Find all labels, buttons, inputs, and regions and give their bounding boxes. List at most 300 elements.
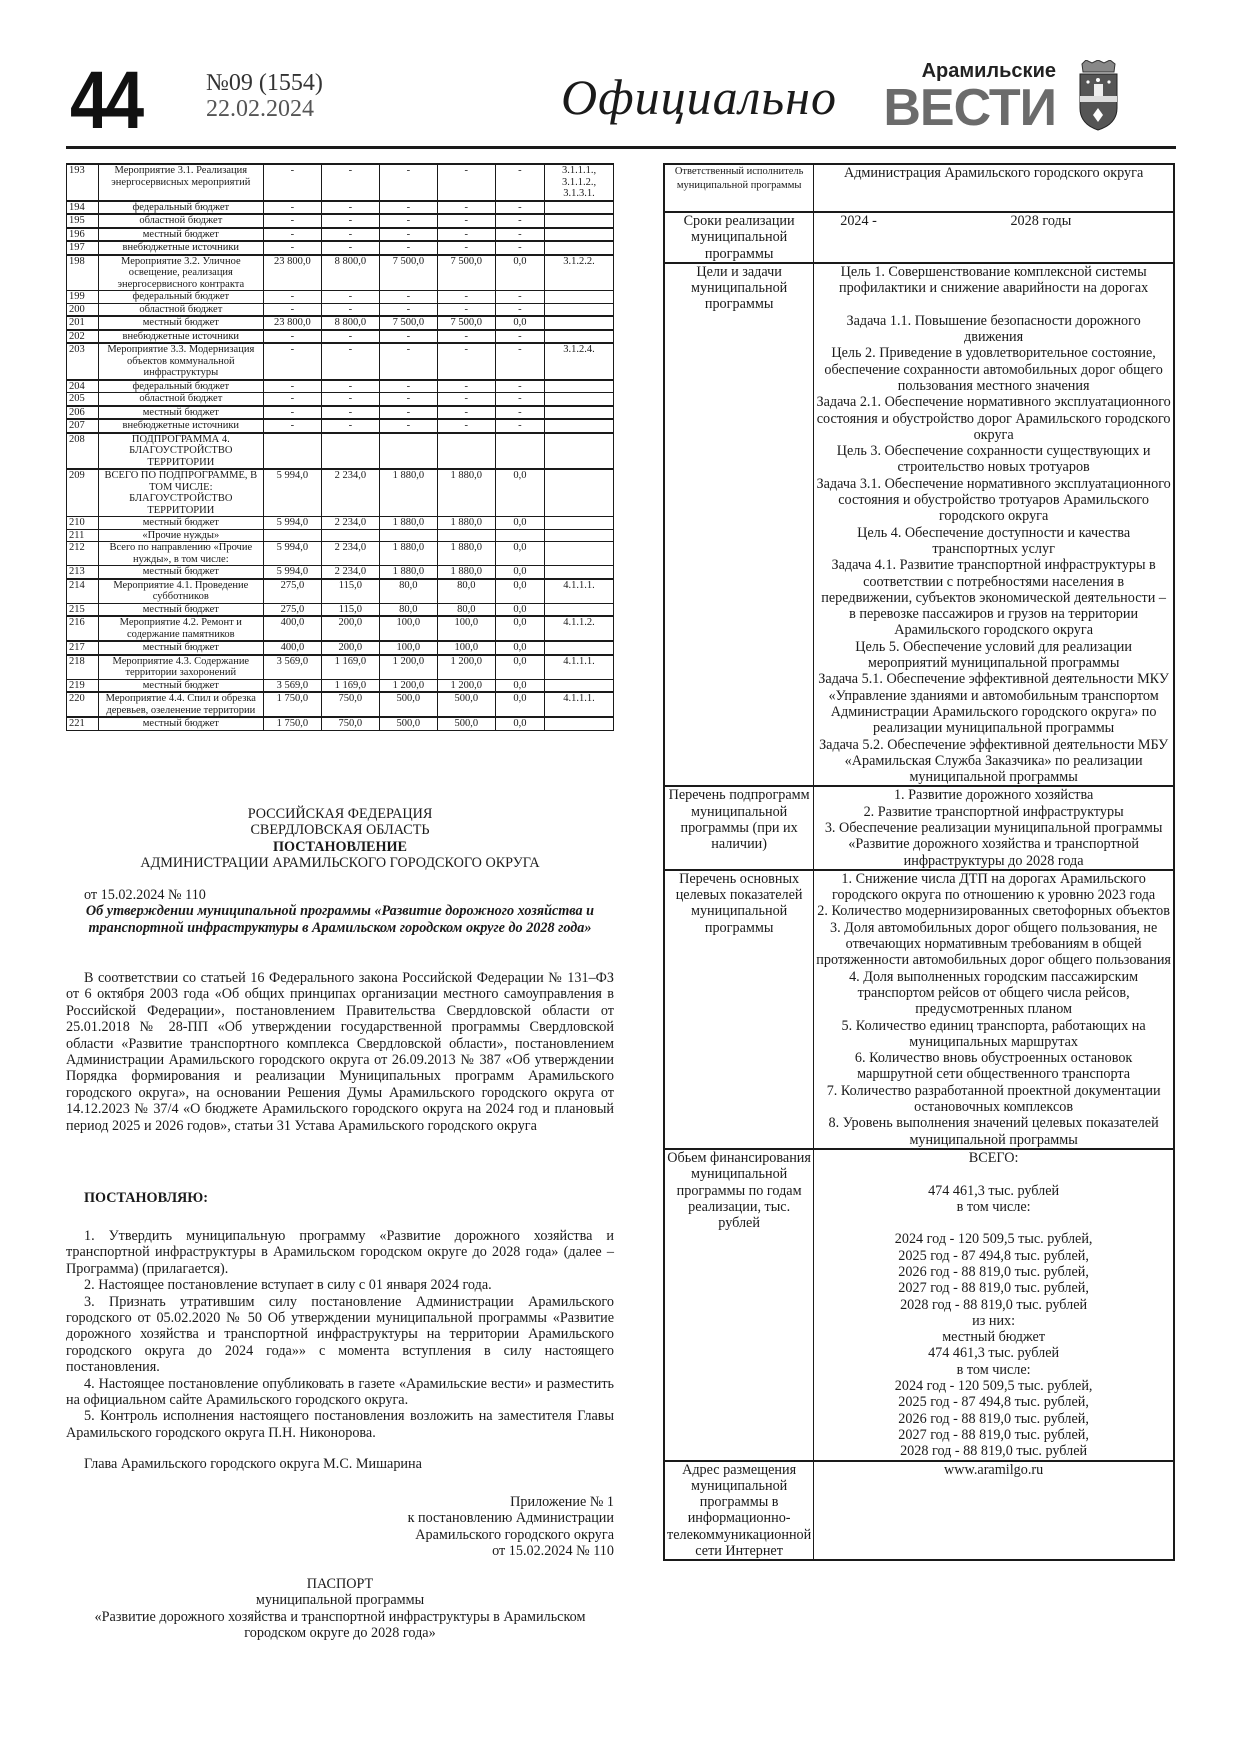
row-value: - [263,406,321,420]
program-passport-table [663,163,1175,1561]
row-number: 195 [67,214,99,228]
row-number: 220 [67,692,99,717]
row-value: 1 880,0 [379,566,437,579]
row-value [437,529,495,542]
row-value: 5 994,0 [263,542,321,566]
row-value: 80,0 [437,579,495,604]
row-code [545,641,614,655]
table-row [67,164,614,201]
row-name: «Прочие нужды» [98,529,263,542]
row-name: федеральный бюджет [98,201,263,215]
row-code [545,380,614,393]
row-number: 216 [67,616,99,641]
row-value: 1 200,0 [379,655,437,680]
row-number: 214 [67,579,99,604]
row-value: 5 994,0 [263,469,321,517]
row-number: 199 [67,291,99,304]
indicator-item: 1. Снижение числа ДТП на дорогах Арамильского городского округа по отношению к уровню 2023 года [832,870,1156,904]
goal-item: Задача 1.1. Повышение безопасности дорожного движения [846,312,1141,346]
row-value: - [437,330,495,344]
row-value: 23 800,0 [263,316,321,330]
row-value: - [321,303,379,316]
passport-value [814,786,1174,869]
row-value: - [437,241,495,255]
coat-of-arms-icon [1076,60,1121,132]
indicator-item: 2. Количество модернизированных светофорных объектов [817,903,1170,920]
goal-item: Цель 3. Обеспечение сохранности существующих и строительство новых тротуаров [836,443,1151,476]
row-name: федеральный бюджет [98,291,263,304]
row-number: 205 [67,393,99,406]
website-link[interactable]: www.aramilgo.ru [814,1461,1174,1561]
row-number: 210 [67,517,99,530]
appendix-note: Приложение № 1 к постановлению Администрации Арамильского городского округа от 15.02.2024 № 110 [407,1494,614,1560]
row-value [263,433,321,470]
row-value: 0,0 [495,655,544,680]
row-value: 1 169,0 [321,679,379,692]
issue-info [206,70,323,122]
row-value: 400,0 [263,641,321,655]
row-value: - [495,393,544,406]
row-value: - [437,406,495,420]
row-value: - [437,291,495,304]
row-value: 0,0 [495,316,544,330]
goal-item: Задача 5.1. Обеспечение эффективной деятельности МКУ «Управление зданиями и автомобильным транспортом Администрации Арамильского городского округа» по реализации муниципальной программы [818,671,1169,737]
terms-from: 2024 - [840,213,877,229]
row-code: 3.1.1.1., 3.1.1.2., 3.1.3.1. [545,164,614,201]
row-value [379,529,437,542]
decree-item: 4. Настоящее постановление опубликовать в газете «Арамильские вести» и разместить на официальном сайте Арамильского городского округа. [66,1375,614,1409]
heading-region: СВЕРДЛОВСКАЯ ОБЛАСТЬ [250,822,430,839]
row-name: Мероприятие 3.1. Реализация энергосервисных мероприятий [98,164,263,201]
row-value: - [379,241,437,255]
row-value: - [321,164,379,201]
table-row [67,579,614,604]
row-value: - [495,241,544,255]
row-value: - [379,164,437,201]
table-row [67,655,614,680]
row-value: 115,0 [321,579,379,604]
table-row [67,303,614,316]
row-code: 4.1.1.1. [545,692,614,717]
row-value: 0,0 [495,255,544,291]
row-code [545,393,614,406]
table-row [67,255,614,291]
passport-row-goals [664,263,1174,787]
row-name: Мероприятие 3.3. Модернизация объектов коммунальной инфраструктуры [98,343,263,380]
row-number: 197 [67,241,99,255]
row-value: 2 234,0 [321,469,379,517]
row-value: 0,0 [495,469,544,517]
row-value: - [263,164,321,201]
row-name: Мероприятие 4.2. Ремонт и содержание памятников [98,616,263,641]
row-code: 4.1.1.1. [545,655,614,680]
row-value: 1 200,0 [437,655,495,680]
subprogram-item: 1. Развитие дорожного хозяйства [893,787,1094,804]
row-value: 500,0 [379,692,437,717]
goal-item: Цель 2. Приведение в удовлетворительное состояние, обеспечение сохранности автомобильных дорог общего пользования местного значения [824,345,1163,394]
row-value: 3 569,0 [263,655,321,680]
row-value: 750,0 [321,717,379,730]
logo-top: Арамильские [921,60,1056,82]
row-value: - [379,330,437,344]
passport-row-address [664,1461,1174,1561]
row-value: - [321,419,379,433]
table-row [67,330,614,344]
row-value: 0,0 [495,679,544,692]
decree-item: 1. Утвердить муниципальную программу «Развитие дорожного хозяйства и транспортной инфраструктуры в Арамильском городском округе до 2028 года» (далее – Программа) (прилагается). [66,1228,614,1277]
passport-subtitle: муниципальной программы [255,1592,425,1609]
row-value: 100,0 [379,641,437,655]
row-code [545,469,614,517]
row-value: 1 169,0 [321,655,379,680]
row-value: - [495,228,544,242]
row-value: - [379,201,437,215]
passport-label: Адрес размещения муниципальной программы в информационно-телекоммуникационной сети Интернет [664,1461,814,1561]
row-value: 1 880,0 [437,517,495,530]
subprogram-item: 2. Развитие транспортной инфраструктуры [863,803,1124,820]
goal-item: Цель 1. Совершенствование комплексной системы профилактики и снижение аварийности на дорогах [838,263,1149,297]
row-value: - [437,380,495,393]
row-name: областной бюджет [98,393,263,406]
page-number: 44 [70,55,141,146]
row-value: - [495,419,544,433]
row-code [545,603,614,616]
row-value: 80,0 [379,603,437,616]
row-code: 4.1.1.2. [545,616,614,641]
row-value: - [263,419,321,433]
goal-item: Задача 2.1. Обеспечение нормативного эксплуатационного состояния и обустройство дорог Арамильского городского округа [816,394,1171,443]
row-name: внебюджетные источники [98,241,263,255]
row-number: 215 [67,603,99,616]
row-value: - [263,343,321,380]
row-value: - [263,330,321,344]
row-number: 202 [67,330,99,344]
row-value: 500,0 [379,717,437,730]
row-value: 1 880,0 [437,469,495,517]
passport-value: Администрация Арамильского городского округа [814,164,1174,212]
row-value: - [437,419,495,433]
row-code [545,214,614,228]
row-value: - [321,343,379,380]
row-value: - [495,406,544,420]
goal-item: Цель 4. Обеспечение доступности и качества транспортных услуг [857,524,1131,557]
row-number: 218 [67,655,99,680]
table-row [67,228,614,242]
decree-item: 5. Контроль исполнения настоящего постановления возложить на заместителя Главы Арамильского городского округа П.Н. Никонорова. [66,1408,614,1441]
heading-administration: АДМИНИСТРАЦИИ АРАМИЛЬСКОГО ГОРОДСКОГО ОКРУГА [140,855,540,872]
row-value [379,433,437,470]
row-value: - [263,380,321,393]
page-header [66,55,1176,146]
header-rule [66,146,1176,149]
row-number: 203 [67,343,99,380]
row-value: - [495,330,544,344]
row-value: - [495,303,544,316]
row-code [545,228,614,242]
row-value: 1 880,0 [437,542,495,566]
row-code [545,542,614,566]
row-number: 208 [67,433,99,470]
passport-heading [66,1576,614,1642]
row-number: 207 [67,419,99,433]
table-row [67,717,614,730]
row-number: 196 [67,228,99,242]
row-value: 80,0 [379,579,437,604]
table-row [67,542,614,566]
row-name: местный бюджет [98,679,263,692]
row-code [545,433,614,470]
table-row [67,406,614,420]
row-value: - [321,214,379,228]
row-name: местный бюджет [98,228,263,242]
row-value: - [495,214,544,228]
row-value: 1 880,0 [379,517,437,530]
row-code [545,419,614,433]
table-row [67,616,614,641]
row-value: - [437,201,495,215]
row-name: местный бюджет [98,641,263,655]
row-value: - [321,380,379,393]
row-value: - [495,164,544,201]
row-value: 100,0 [437,616,495,641]
row-value: 100,0 [379,616,437,641]
table-row [67,393,614,406]
row-name: Всего по направлению «Прочие нужды», в том числе: [98,542,263,566]
row-value: 7 500,0 [379,255,437,291]
row-code [545,316,614,330]
table-row [67,214,614,228]
row-value: 0,0 [495,517,544,530]
row-code [545,717,614,730]
row-number: 213 [67,566,99,579]
row-value: - [437,393,495,406]
goal-item [816,296,1171,312]
table-row [67,201,614,215]
passport-row-subprograms [664,786,1174,869]
row-name: местный бюджет [98,566,263,579]
passport-title: ПАСПОРТ [306,1576,374,1592]
row-value: 0,0 [495,566,544,579]
row-value: 5 994,0 [263,517,321,530]
table-row [67,469,614,517]
row-value: - [437,214,495,228]
passport-label: Перечень основных целевых показателей муниципальной программы [664,870,814,1149]
passport-label: Сроки реализации муниципальной программы [664,212,814,263]
decree-items [66,1228,614,1441]
passport-row-funding [664,1149,1174,1461]
row-value: 275,0 [263,579,321,604]
row-value: 100,0 [437,641,495,655]
row-value: - [437,228,495,242]
row-value: 2 234,0 [321,542,379,566]
table-row [67,692,614,717]
row-value: - [263,214,321,228]
row-value: - [495,291,544,304]
row-value: - [321,406,379,420]
table-row [67,241,614,255]
funding-local-total: 474 461,3 тыс. рублей [928,1345,1060,1362]
decree-title: Об утверждении муниципальной программы «Развитие дорожного хозяйства и транспортной инфраструктуры в Арамильском городском округе до 2028 года» [85,903,595,936]
row-name: местный бюджет [98,717,263,730]
row-number: 204 [67,380,99,393]
passport-label: Перечень подпрограмм муниципальной программы (при их наличии) [664,786,814,869]
row-value: - [321,330,379,344]
row-code [545,679,614,692]
table-row [67,641,614,655]
row-name: Мероприятие 4.1. Проведение субботников [98,579,263,604]
decree-date-number: от 15.02.2024 № 110 [84,887,206,903]
goal-item: Задача 5.2. Обеспечение эффективной деятельности МБУ «Арамильская Служба Заказчика» по реализации муниципальной программы [819,736,1169,786]
row-value: 400,0 [263,616,321,641]
row-number: 193 [67,164,99,201]
row-name: Мероприятие 4.4. Спил и обрезка деревьев, озеленение территории [98,692,263,717]
row-value: 5 994,0 [263,566,321,579]
row-code: 3.1.2.4. [545,343,614,380]
row-value: - [321,228,379,242]
row-code [545,517,614,530]
row-code [545,330,614,344]
row-value: - [379,393,437,406]
decree-item: 2. Настоящее постановление вступает в силу с 01 января 2024 года. [84,1277,492,1294]
row-number: 212 [67,542,99,566]
row-value: - [437,164,495,201]
decree-meta [66,887,614,936]
indicator-item: 3. Доля автомобильных дорог общего пользования, не отвечающих нормативным требованиям в общей протяженности автомобильных дорог общего пользования [816,919,1171,969]
row-value: 7 500,0 [437,316,495,330]
newspaper-logo [846,60,1066,137]
row-value: - [321,393,379,406]
indicator-item: 5. Количество единиц транспорта, работающих на муниципальных маршрутах [841,1017,1146,1050]
row-value: 115,0 [321,603,379,616]
table-row [67,679,614,692]
row-value: 750,0 [321,692,379,717]
passport-row-terms [664,212,1174,263]
row-number: 217 [67,641,99,655]
row-code: 3.1.2.2. [545,255,614,291]
row-name: местный бюджет [98,603,263,616]
row-code [545,201,614,215]
heading-decree: ПОСТАНОВЛЕНИЕ [272,838,408,855]
passport-value [814,263,1174,787]
row-name: областной бюджет [98,303,263,316]
row-value [437,433,495,470]
indicator-item: 7. Количество разработанной проектной документации остановочных комплексов [826,1082,1161,1116]
issue-date: 22.02.2024 [206,96,314,122]
row-value: 3 569,0 [263,679,321,692]
row-value: - [379,343,437,380]
row-value: 0,0 [495,579,544,604]
row-value: 2 234,0 [321,517,379,530]
row-name: местный бюджет [98,517,263,530]
row-name: областной бюджет [98,214,263,228]
row-value: 0,0 [495,641,544,655]
decree-resolve: ПОСТАНОВЛЯЮ: [84,1190,209,1206]
row-value: 1 200,0 [437,679,495,692]
passport-row-responsible [664,164,1174,212]
passport-value [814,212,1174,263]
row-value: - [495,380,544,393]
row-value: - [321,241,379,255]
row-value: 8 800,0 [321,255,379,291]
row-value: 2 234,0 [321,566,379,579]
row-value: - [437,343,495,380]
signature: Глава Арамильского городского округа М.С. Мишарина [84,1456,422,1472]
row-number: 198 [67,255,99,291]
row-value: 200,0 [321,616,379,641]
decree-preamble: В соответствии со статьей 16 Федерального закона Российской Федерации № 131–ФЗ от 6 октября 2003 года «Об общих принципах организации местного самоуправления в Российской Федерации», постановлением Правительства Свердловской области от 25.01.2018 № 28-ПП «Об утверждении государственной программы Свердловской области «Развитие транспортного комплекса Свердловской области», постановлением Администрации Арамильского городского округа от 26.09.2013 № 387 «Об утверждении Порядка формирования и реализации Муниципальных программ Арамильского городского округа», на основании Решения Думы Арамильского городского округа от 14.12.2023 № 37/4 «О бюджете Арамильского городского округа на 2024 год и плановый период 2025 и 2026 годов», статьи 31 Устава Арамильского городского округа [66,970,614,1134]
row-value: 0,0 [495,717,544,730]
decree-heading [66,806,614,872]
row-value: - [321,201,379,215]
funding-total: 474 461,3 тыс. рублей [928,1182,1060,1199]
row-number: 201 [67,316,99,330]
row-name: местный бюджет [98,316,263,330]
table-row [67,566,614,579]
row-name: Мероприятие 4.3. Содержание территории захоронений [98,655,263,680]
indicator-item: 4. Доля выполненных городским пассажирским транспортом рейсов от общего числа рейсов, предусмотренных планом [849,968,1139,1018]
subprogram-item: 3. Обеспечение реализации муниципальной программы «Развитие дорожного хозяйства и транспортной инфраструктуры до 2028 года [824,819,1163,869]
table-row [67,433,614,470]
passport-label: Обьем финансирования муниципальной программы по годам реализации, тыс. рублей [664,1149,814,1461]
table-row [67,291,614,304]
indicator-item: 6. Количество вновь обустроенных остановок маршрутной сети общественного транспорта [854,1050,1133,1083]
row-code [545,303,614,316]
row-code: 4.1.1.1. [545,579,614,604]
row-value: - [263,303,321,316]
row-number: 206 [67,406,99,420]
passport-label: Ответственный исполнитель муниципальной программы [664,164,814,212]
row-value: 200,0 [321,641,379,655]
row-value: 0,0 [495,692,544,717]
row-code [545,406,614,420]
table-row [67,419,614,433]
decree-item: 3. Признать утратившим силу постановление Администрации Арамильского городского от 05.02.2020 № 50 Об утверждении муниципальной программы «Развитие дорожного хозяйства и транспортной инфраструктуры на территории Арамильского городского округа до 2024 года»» с момента вступления в силу настоящего постановления. [66,1293,614,1376]
row-number: 209 [67,469,99,517]
row-number: 194 [67,201,99,215]
table-row [67,517,614,530]
passport-value: ВСЕГО: 474 461,3 тыс. рублей в том числе: 2024 год - 120 509,5 тыс. рублей, 2025 год - 87 494,8 тыс. рублей, 2026 год - 88 819,0 тыс. рублей, 2027 год - 88 819,0 тыс. рублей, 2028 год - 88 819,0 тыс. рублей из них: местный бюджет 474 461,3 тыс. рублей в том числе: 2024 год - 120 509,5 тыс. рублей, 2025 год - 87 494,8 тыс. рублей, 2026 год - 88 819,0 тыс. рублей, 2027 год - 88 819,0 тыс. рублей, 2028 год - 88 819,0 тыс. рублей [814,1149,1174,1461]
row-value: 1 750,0 [263,692,321,717]
heading-federation: РОССИЙСКАЯ ФЕДЕРАЦИЯ [247,806,433,822]
row-value: 275,0 [263,603,321,616]
row-name: внебюджетные источники [98,330,263,344]
row-name: ПОДПРОГРАММА 4. БЛАГОУСТРОЙСТВО ТЕРРИТОРИИ [98,433,263,470]
row-value: 23 800,0 [263,255,321,291]
goal-item: Задача 4.1. Развитие транспортной инфраструктуры в соответствии с потребностями населения в передвижении, субъектов экономической деятельности – в перевозке пассажиров и грузов на территории Арамильского городского округа [821,557,1166,639]
row-value: - [263,291,321,304]
row-value: - [379,419,437,433]
row-value: - [263,241,321,255]
passport-value [814,870,1174,1149]
row-value: - [321,291,379,304]
row-number: 200 [67,303,99,316]
row-name: ВСЕГО ПО ПОДПРОГРАММЕ, В ТОМ ЧИСЛЕ: БЛАГОУСТРОЙСТВО ТЕРРИТОРИИ [98,469,263,517]
terms-to: 2028 годы [1010,213,1072,229]
table-row [67,316,614,330]
row-code [545,291,614,304]
row-name: внебюджетные источники [98,419,263,433]
row-value: 80,0 [437,603,495,616]
row-name: местный бюджет [98,406,263,420]
row-number: 221 [67,717,99,730]
row-value: - [437,303,495,316]
row-value [321,529,379,542]
row-value: 7 500,0 [437,255,495,291]
section-title: Официально [561,69,837,125]
passport-program-name: «Развитие дорожного хозяйства и транспортной инфраструктуры в Арамильском городском округе до 2028 года» [94,1608,586,1642]
row-value [495,433,544,470]
row-value: 7 500,0 [379,316,437,330]
